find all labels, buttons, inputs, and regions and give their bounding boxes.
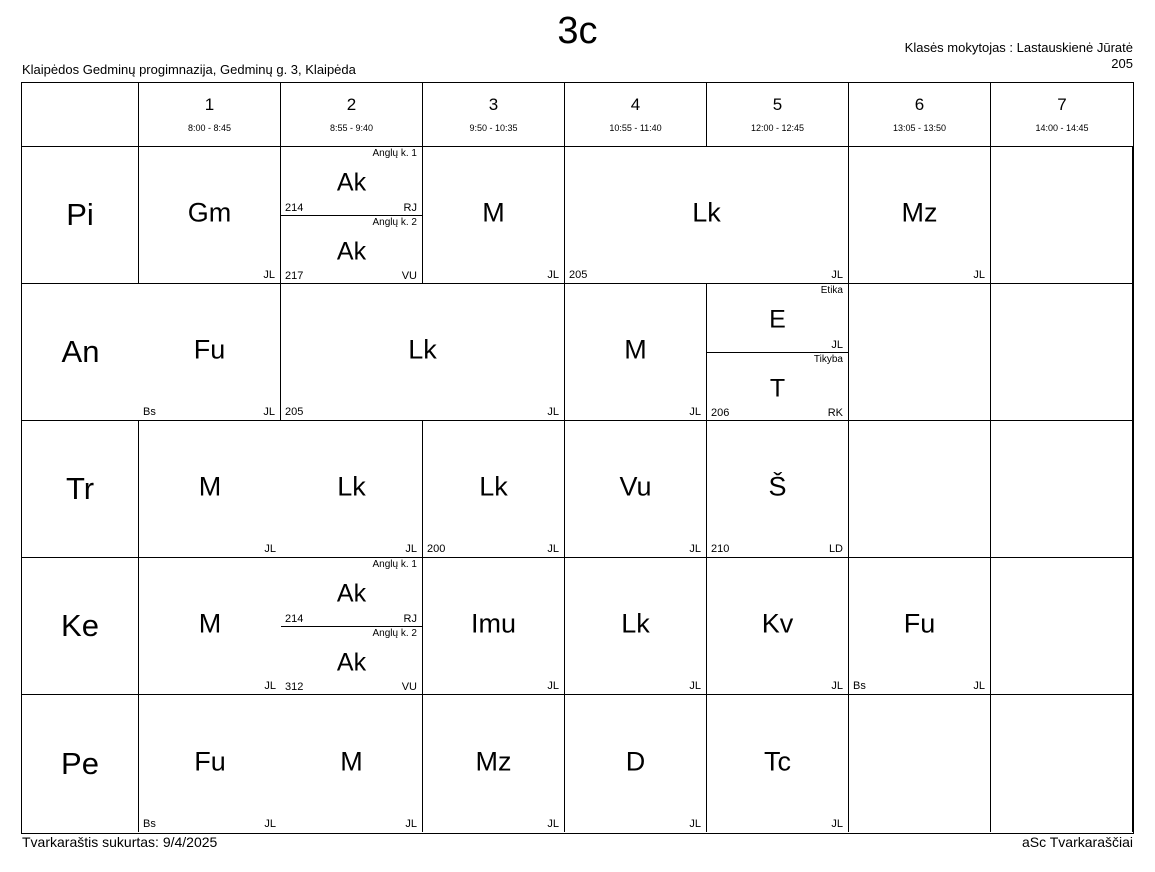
lesson-cell-friday-4[interactable] bbox=[565, 695, 707, 832]
lesson-teacher: JL bbox=[547, 406, 559, 418]
lesson-subject: Lk bbox=[621, 608, 650, 639]
lesson-room: 312 bbox=[285, 681, 304, 693]
lesson bbox=[707, 558, 848, 694]
period-time: 8:55 - 9:40 bbox=[329, 122, 374, 133]
lesson-subject: D bbox=[625, 746, 646, 777]
day-abbr: Tr bbox=[65, 471, 95, 506]
lesson bbox=[139, 695, 281, 832]
lesson-cell-thursday-4[interactable] bbox=[565, 558, 707, 695]
lesson-teacher: JL bbox=[547, 269, 559, 281]
period-time: 14:00 - 14:45 bbox=[1035, 122, 1089, 133]
lesson-cell-wednesday-1[interactable] bbox=[139, 421, 281, 558]
lesson-cell-monday-3[interactable] bbox=[423, 147, 565, 284]
lesson-teacher: VU bbox=[401, 681, 417, 693]
lesson bbox=[707, 695, 848, 832]
lesson-cell-monday-2[interactable] bbox=[281, 147, 423, 284]
lesson-teacher: VU bbox=[401, 270, 417, 282]
period-header-3 bbox=[423, 83, 565, 147]
class-teacher-label: Klasės mokytojas : Lastauskienė Jūratė bbox=[904, 40, 1133, 55]
lesson-teacher: JL bbox=[264, 818, 276, 830]
lesson-teacher: JL bbox=[973, 269, 985, 281]
day-header-tuesday bbox=[22, 284, 139, 421]
day-header-wednesday bbox=[22, 421, 139, 558]
lesson-subject: Vu bbox=[619, 471, 652, 502]
lesson-teacher: JL bbox=[689, 818, 701, 830]
lesson-cell-monday-7[interactable] bbox=[991, 147, 1133, 284]
period-number: 7 bbox=[1057, 94, 1067, 114]
lesson-subject: E bbox=[769, 305, 786, 334]
lesson-subject: Mz bbox=[475, 746, 512, 777]
lesson-group-2[interactable] bbox=[281, 215, 422, 283]
period-header-1 bbox=[139, 83, 281, 147]
period-time: 10:55 - 11:40 bbox=[609, 122, 662, 133]
lesson-cell-friday-6[interactable] bbox=[849, 695, 991, 832]
lesson-teacher: JL bbox=[831, 680, 843, 692]
lesson-cell-wednesday-5[interactable] bbox=[707, 421, 849, 558]
lesson-split bbox=[281, 558, 422, 694]
period-time: 12:00 - 12:45 bbox=[750, 122, 805, 133]
lesson-room: 217 bbox=[285, 270, 304, 282]
lesson-subject: Lk bbox=[408, 334, 437, 365]
lesson-room: 214 bbox=[285, 202, 304, 214]
lesson-cell-wednesday-3[interactable] bbox=[423, 421, 565, 558]
lesson bbox=[849, 558, 990, 694]
lesson-cell-friday-7[interactable] bbox=[991, 695, 1133, 832]
lesson-cell-wednesday-6[interactable] bbox=[849, 421, 991, 558]
lesson-subject: Imu bbox=[470, 608, 516, 639]
lesson-cell-friday-2[interactable] bbox=[281, 695, 423, 832]
day-header-friday bbox=[22, 695, 139, 832]
lesson-room: Bs bbox=[143, 406, 156, 418]
lesson bbox=[139, 558, 281, 694]
lesson-room: 205 bbox=[285, 406, 304, 418]
lesson-cell-monday-4-5[interactable] bbox=[565, 147, 849, 284]
lesson-group-1[interactable] bbox=[281, 558, 422, 626]
created-date-label: Tvarkaraštis sukurtas: 9/4/2025 bbox=[22, 834, 218, 850]
lesson-cell-tuesday-6[interactable] bbox=[849, 284, 991, 421]
lesson-subject: Kv bbox=[761, 608, 794, 639]
lesson-teacher: JL bbox=[831, 269, 843, 281]
lesson bbox=[139, 284, 280, 420]
lesson-room: 205 bbox=[569, 269, 588, 281]
lesson-cell-thursday-1[interactable] bbox=[139, 558, 281, 695]
lesson bbox=[565, 284, 706, 420]
lesson-subject: Lk bbox=[479, 471, 508, 502]
lesson-cell-friday-1[interactable] bbox=[139, 695, 281, 832]
lesson-teacher: RJ bbox=[403, 613, 417, 625]
lesson-teacher: JL bbox=[973, 680, 985, 692]
class-room-label: 205 bbox=[1111, 56, 1133, 71]
lesson-group-label: Tikyba bbox=[813, 354, 843, 365]
lesson-teacher: JL bbox=[831, 339, 843, 351]
lesson-subject: Lk bbox=[692, 197, 721, 228]
lesson-subject: Fu bbox=[194, 746, 226, 777]
period-time: 13:05 - 13:50 bbox=[892, 122, 947, 133]
lesson-cell-thursday-3[interactable] bbox=[423, 558, 565, 695]
period-time: 9:50 - 10:35 bbox=[469, 122, 518, 133]
period-time: 8:00 - 8:45 bbox=[187, 122, 232, 133]
lesson-group-label: Anglų k. 1 bbox=[372, 559, 417, 570]
lesson-teacher: JL bbox=[689, 543, 701, 555]
lesson bbox=[849, 147, 990, 283]
lesson-room: 210 bbox=[711, 543, 730, 555]
day-abbr: Pe bbox=[61, 745, 99, 781]
period-header-5 bbox=[707, 83, 849, 147]
lesson-group-religion[interactable] bbox=[707, 352, 848, 420]
period-number: 3 bbox=[488, 94, 499, 114]
lesson bbox=[707, 421, 848, 557]
page-title: 3c bbox=[557, 10, 598, 52]
lesson bbox=[565, 695, 706, 832]
lesson-group-label: Etika bbox=[820, 285, 843, 296]
period-header-4 bbox=[565, 83, 707, 147]
lesson-split bbox=[281, 147, 422, 283]
lesson bbox=[139, 147, 280, 283]
lesson bbox=[565, 147, 848, 283]
lesson-cell-tuesday-4[interactable] bbox=[565, 284, 707, 421]
lesson-subject: Ak bbox=[336, 647, 367, 676]
lesson-teacher: JL bbox=[263, 269, 275, 281]
lesson-teacher: JL bbox=[547, 680, 559, 692]
period-header-7 bbox=[991, 83, 1133, 147]
lesson-subject: Š bbox=[768, 471, 787, 502]
lesson-subject: Fu bbox=[193, 334, 226, 365]
period-number: 5 bbox=[772, 94, 783, 114]
lesson-subject: M bbox=[340, 746, 363, 777]
lesson bbox=[423, 695, 564, 832]
lesson-teacher: JL bbox=[264, 680, 276, 692]
day-header-monday bbox=[22, 147, 139, 284]
lesson-subject: T bbox=[769, 373, 786, 402]
lesson-teacher: JL bbox=[405, 818, 417, 830]
lesson-subject: Lk bbox=[337, 471, 366, 502]
day-abbr: Ke bbox=[61, 608, 99, 643]
period-number: 4 bbox=[630, 94, 641, 114]
lesson-teacher: JL bbox=[689, 406, 701, 418]
period-number: 1 bbox=[204, 94, 215, 114]
lesson-teacher: JL bbox=[264, 543, 276, 555]
lesson-cell-monday-6[interactable] bbox=[849, 147, 991, 284]
timetable-grid bbox=[21, 82, 1134, 834]
day-abbr: Pi bbox=[66, 197, 94, 232]
lesson-cell-wednesday-2[interactable] bbox=[281, 421, 423, 558]
lesson-room: Bs bbox=[853, 680, 866, 692]
lesson-subject: M bbox=[624, 334, 647, 365]
lesson-subject: Fu bbox=[903, 608, 936, 639]
lesson-cell-tuesday-5[interactable] bbox=[707, 284, 849, 421]
lesson bbox=[281, 284, 564, 420]
lesson-group-label: Anglų k. 2 bbox=[372, 217, 417, 228]
lesson-cell-thursday-7[interactable] bbox=[991, 558, 1133, 695]
lesson-teacher: JL bbox=[547, 543, 559, 555]
period-number: 6 bbox=[914, 94, 925, 114]
lesson-teacher: JL bbox=[547, 818, 559, 830]
lesson-cell-tuesday-7[interactable] bbox=[991, 284, 1133, 421]
lesson-cell-wednesday-7[interactable] bbox=[991, 421, 1133, 558]
lesson-subject: Tc bbox=[764, 746, 791, 777]
lesson-cell-friday-5[interactable] bbox=[707, 695, 849, 832]
lesson bbox=[423, 147, 564, 283]
lesson bbox=[423, 421, 564, 557]
day-header-thursday bbox=[22, 558, 139, 695]
app-brand-label: aSc Tvarkaraščiai bbox=[1021, 834, 1133, 850]
lesson-room: 214 bbox=[285, 613, 304, 625]
lesson-group-ethics[interactable] bbox=[707, 284, 848, 352]
lesson-teacher: RK bbox=[827, 407, 843, 419]
lesson bbox=[281, 695, 422, 832]
lesson-teacher: RJ bbox=[403, 202, 417, 214]
grid-corner bbox=[22, 83, 139, 147]
lesson bbox=[565, 421, 706, 557]
lesson bbox=[139, 421, 281, 557]
lesson-cell-friday-3[interactable] bbox=[423, 695, 565, 832]
period-header-6 bbox=[849, 83, 991, 147]
lesson-subject: M bbox=[482, 197, 505, 228]
lesson-room: Bs bbox=[143, 818, 156, 830]
lesson-cell-thursday-6[interactable] bbox=[849, 558, 991, 695]
lesson-group-label: Anglų k. 2 bbox=[372, 628, 417, 639]
lesson-room: 200 bbox=[427, 543, 446, 555]
lesson-cell-monday-1[interactable] bbox=[139, 147, 281, 284]
lesson-subject: Gm bbox=[187, 197, 232, 228]
lesson-teacher: JL bbox=[689, 680, 701, 692]
lesson bbox=[565, 558, 706, 694]
lesson-subject: Ak bbox=[336, 168, 367, 197]
lesson-teacher: JL bbox=[263, 406, 275, 418]
day-abbr: An bbox=[61, 334, 100, 369]
lesson-group-label: Anglų k. 1 bbox=[372, 148, 417, 159]
lesson-cell-thursday-2[interactable] bbox=[281, 558, 423, 695]
lesson-subject: Ak bbox=[336, 579, 367, 608]
lesson-split bbox=[707, 284, 848, 420]
lesson-teacher: JL bbox=[405, 543, 417, 555]
lesson-room: 206 bbox=[711, 407, 730, 419]
period-header-2 bbox=[281, 83, 423, 147]
lesson-cell-wednesday-4[interactable] bbox=[565, 421, 707, 558]
lesson-cell-tuesday-2-3[interactable] bbox=[281, 284, 565, 421]
lesson bbox=[423, 558, 564, 694]
lesson-teacher: LD bbox=[828, 543, 843, 555]
lesson-cell-thursday-5[interactable] bbox=[707, 558, 849, 695]
period-number: 2 bbox=[346, 94, 357, 114]
lesson-subject: M bbox=[198, 608, 222, 639]
lesson-group-1[interactable] bbox=[281, 147, 422, 215]
lesson-subject: Ak bbox=[336, 236, 367, 265]
lesson-group-2[interactable] bbox=[281, 626, 422, 694]
lesson bbox=[281, 421, 422, 557]
lesson-subject: Mz bbox=[901, 197, 938, 228]
lesson-teacher: JL bbox=[831, 818, 843, 830]
lesson-subject: M bbox=[198, 471, 222, 502]
lesson-cell-tuesday-1[interactable] bbox=[139, 284, 281, 421]
school-address-label: Klaipėdos Gedminų progimnazija, Gedminų g. 3, Klaipėda bbox=[22, 62, 356, 77]
